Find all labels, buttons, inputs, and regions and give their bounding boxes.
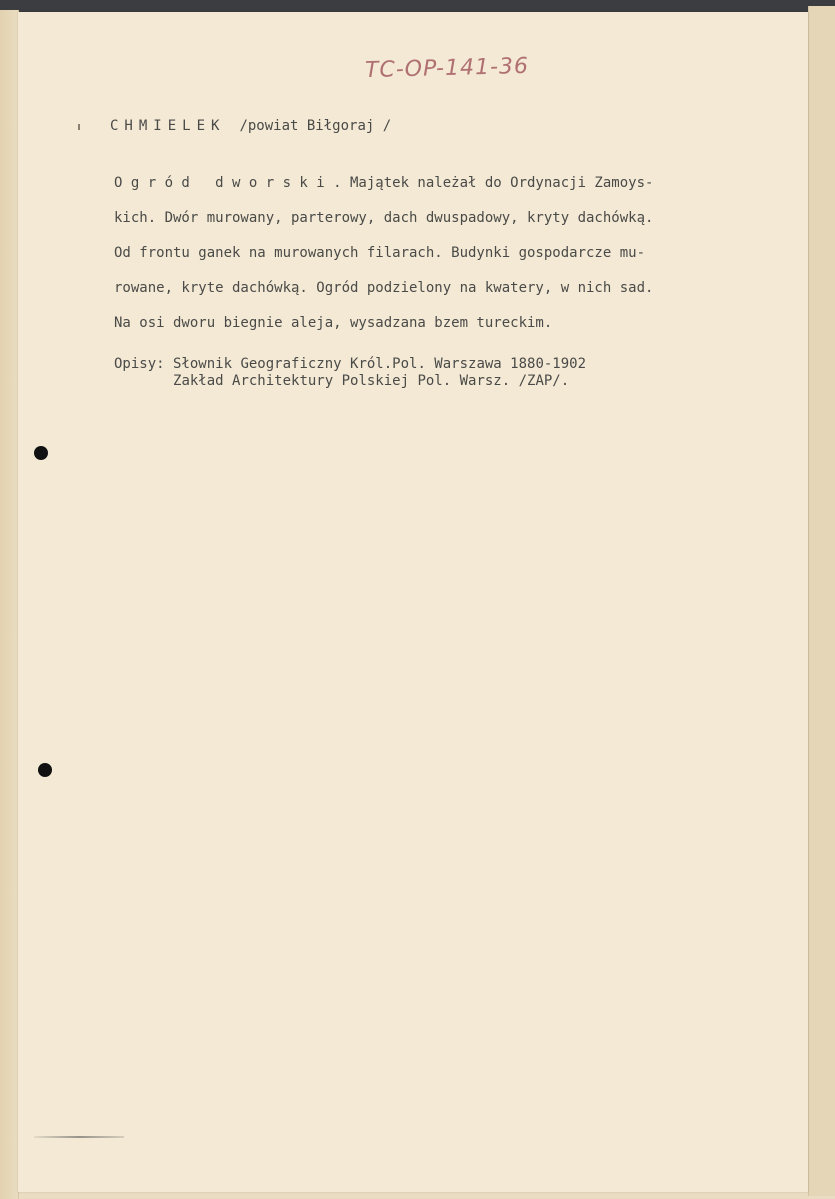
source-entry: Słownik Geograficzny Król.Pol. Warszawa 1880-1902 (173, 356, 587, 372)
source-entry: Zakład Architektury Polskiej Pol. Warsz. /ZAP/. (173, 373, 570, 389)
description-line: Na osi dworu biegnie aleja, wysadzana bzem tureckim. (114, 315, 553, 331)
punch-hole (38, 763, 52, 777)
description-line: O g r ó d d w o r s k i . Majątek należał do Ordynacji Zamoys- (114, 175, 654, 191)
margin-tick-mark (78, 124, 80, 130)
title-district: /powiat Biłgoraj / (239, 118, 392, 134)
catalog-number: TC-OP-141-36 (364, 53, 530, 84)
underlying-sheet-left-edge (0, 10, 19, 1199)
description-line: Od frontu ganek na murowanych filarach. Budynki gospodarcze mu- (114, 245, 646, 261)
sources-block (114, 356, 586, 390)
description-line: rowane, kryte dachówką. Ogród podzielony na kwatery, w nich sad. (114, 280, 654, 296)
pencil-mark (34, 1136, 124, 1138)
title-place: CHMIELEK (110, 118, 226, 134)
punch-hole (34, 446, 48, 460)
description-paragraph (114, 166, 814, 341)
description-line: kich. Dwór murowany, parterowy, dach dwuspadowy, kryty dachówką. (114, 210, 654, 226)
page-title (110, 118, 391, 134)
sources-label: Opisy: (114, 356, 165, 372)
